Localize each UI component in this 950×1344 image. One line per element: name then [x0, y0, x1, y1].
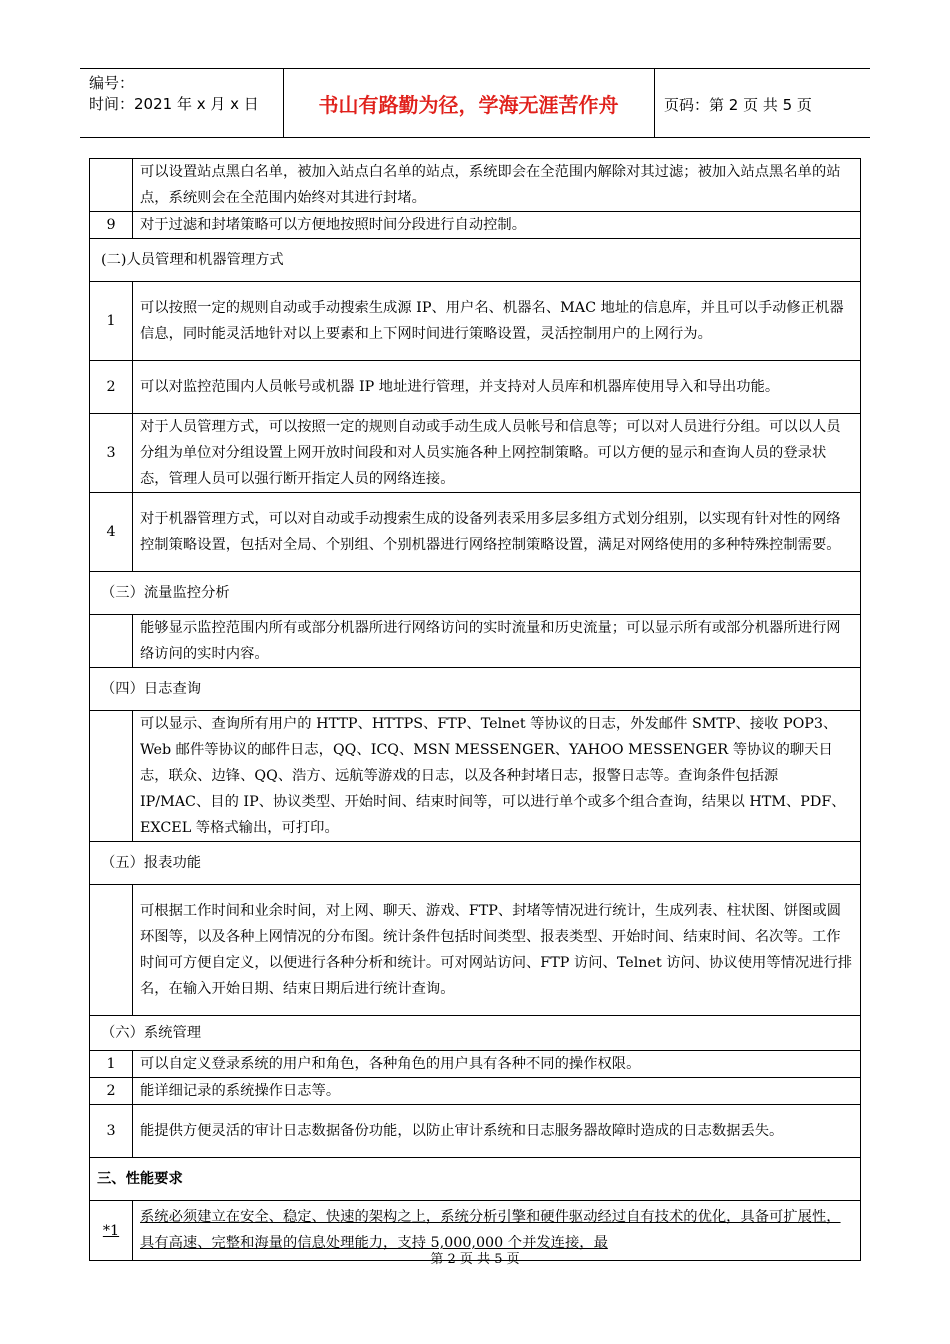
section-row — [90, 239, 861, 282]
row-text: 可以显示、查询所有用户的 HTTP、HTTPS、FTP、Telnet 等协议的日志，外发邮件 SMTP、接收 POP3、Web 邮件等协议的邮件日志，QQ、ICQ、MSN MESSENGER、YAHOO MESSENGER 等协议的聊天日志，联众、边锋、QQ、浩方、远航等游戏的日志，以及各种封堵日志，报警日志等。查询条件包括源 IP/MAC、目的 IP、协议类型、开始时间、结束时间等，可以进行单个或多个组合查询，结果以 HTM、PDF、EXCEL 等格式输出，可打印。 — [133, 711, 861, 842]
section-title: （四）日志查询 — [90, 668, 861, 711]
table-row — [90, 615, 861, 668]
row-number: 3 — [90, 1105, 133, 1158]
row-number: 1 — [90, 1051, 133, 1078]
section-row — [90, 668, 861, 711]
table-row — [90, 493, 861, 572]
page-footer: 第 2 页 共 5 页 — [430, 1252, 520, 1267]
section-row — [90, 1016, 861, 1051]
table-row — [90, 361, 861, 414]
table-row — [90, 1105, 861, 1158]
row-text: 可以自定义登录系统的用户和角色，各种角色的用户具有各种不同的操作权限。 — [133, 1051, 861, 1078]
row-number: 9 — [90, 212, 133, 239]
section-title: （六）系统管理 — [90, 1016, 861, 1051]
section-row — [90, 1158, 861, 1201]
table-row — [90, 1051, 861, 1078]
row-text: 对于过滤和封堵策略可以方便地按照时间分段进行自动控制。 — [133, 212, 861, 239]
row-text: 系统必须建立在安全、稳定、快速的架构之上，系统分析引擎和硬件驱动经过自有技术的优化，具备可扩展性，具有高速、完整和海量的信息处理能力，支持 5,000,000 个并发连接，最 — [133, 1201, 861, 1261]
row-text: 能够显示监控范围内所有或部分机器所进行网络访问的实时流量和历史流量；可以显示所有或部分机器所进行网络访问的实时内容。 — [133, 615, 861, 668]
table-row — [90, 282, 861, 361]
table-row — [90, 711, 861, 842]
header-page-number: 页码：第 2 页 共 5 页 — [664, 96, 812, 114]
row-number: 1 — [90, 282, 133, 361]
section-title: （三）流量监控分析 — [90, 572, 861, 615]
section-title: （五）报表功能 — [90, 842, 861, 885]
section-row — [90, 842, 861, 885]
performance-heading: 三、性能要求 — [90, 1158, 861, 1201]
row-text: 能详细记录的系统操作日志等。 — [133, 1078, 861, 1105]
requirements-table — [89, 158, 861, 1261]
header-meta — [89, 73, 259, 115]
row-number: 2 — [90, 1078, 133, 1105]
row-text: 可以对监控范围内人员帐号或机器 IP 地址进行管理，并支持对人员库和机器库使用导入和导出功能。 — [133, 361, 861, 414]
row-text: 可以设置站点黑白名单，被加入站点白名单的站点，系统即会在全范围内解除对其过滤；被加入站点黑名单的站点，系统则会在全范围内始终对其进行封堵。 — [133, 159, 861, 212]
header-divider — [654, 69, 655, 137]
table-row — [90, 1078, 861, 1105]
table-row — [90, 414, 861, 493]
table-row — [90, 885, 861, 1016]
row-text: 能提供方便灵活的审计日志数据备份功能，以防止审计系统和日志服务器故障时造成的日志数据丢失。 — [133, 1105, 861, 1158]
section-row — [90, 572, 861, 615]
page-header — [80, 68, 870, 138]
document-number: 编号： — [89, 74, 135, 92]
row-text: 可根据工作时间和业余时间，对上网、聊天、游戏、FTP、封堵等情况进行统计，生成列表、柱状图、饼图或圆环图等，以及各种上网情况的分布图。统计条件包括时间类型、报表类型、开始时间、结束时间、名次等。工作时间可方便自定义，以便进行各种分析和统计。可对网站访问、FTP 访问、Telnet 访问、协议使用等情况进行排名，在输入开始日期、结束日期后进行统计查询。 — [133, 885, 861, 1016]
row-number — [90, 615, 133, 668]
table-row — [90, 212, 861, 239]
row-number — [90, 159, 133, 212]
section-title: (二)人员管理和机器管理方式 — [90, 239, 861, 282]
row-number: 4 — [90, 493, 133, 572]
row-number: *1 — [90, 1201, 133, 1261]
row-number: 3 — [90, 414, 133, 493]
row-number — [90, 885, 133, 1016]
row-text: 对于人员管理方式，可以按照一定的规则自动或手动生成人员帐号和信息等；可以对人员进行分组。可以以人员分组为单位对分组设置上网开放时间段和对人员实施各种上网控制策略。可以方便的显示和查询人员的登录状态，管理人员可以强行断开指定人员的网络连接。 — [133, 414, 861, 493]
header-motto: 书山有路勤为径，学海无涯苦作舟 — [318, 92, 619, 117]
row-number: 2 — [90, 361, 133, 414]
row-number — [90, 711, 133, 842]
row-text: 可以按照一定的规则自动或手动搜索生成源 IP、用户名、机器名、MAC 地址的信息库，并且可以手动修正机器信息，同时能灵活地针对以上要素和上下网时间进行策略设置，灵活控制用户的上网行为。 — [133, 282, 861, 361]
row-text: 对于机器管理方式，可以对自动或手动搜索生成的设备列表采用多层多组方式划分组别，以实现有针对性的网络控制策略设置，包括对全局、个别组、个别机器进行网络控制策略设置，满足对网络使用的多种特殊控制需要。 — [133, 493, 861, 572]
table-row — [90, 159, 861, 212]
document-date: 时间：2021 年 x 月 x 日 — [89, 95, 259, 113]
